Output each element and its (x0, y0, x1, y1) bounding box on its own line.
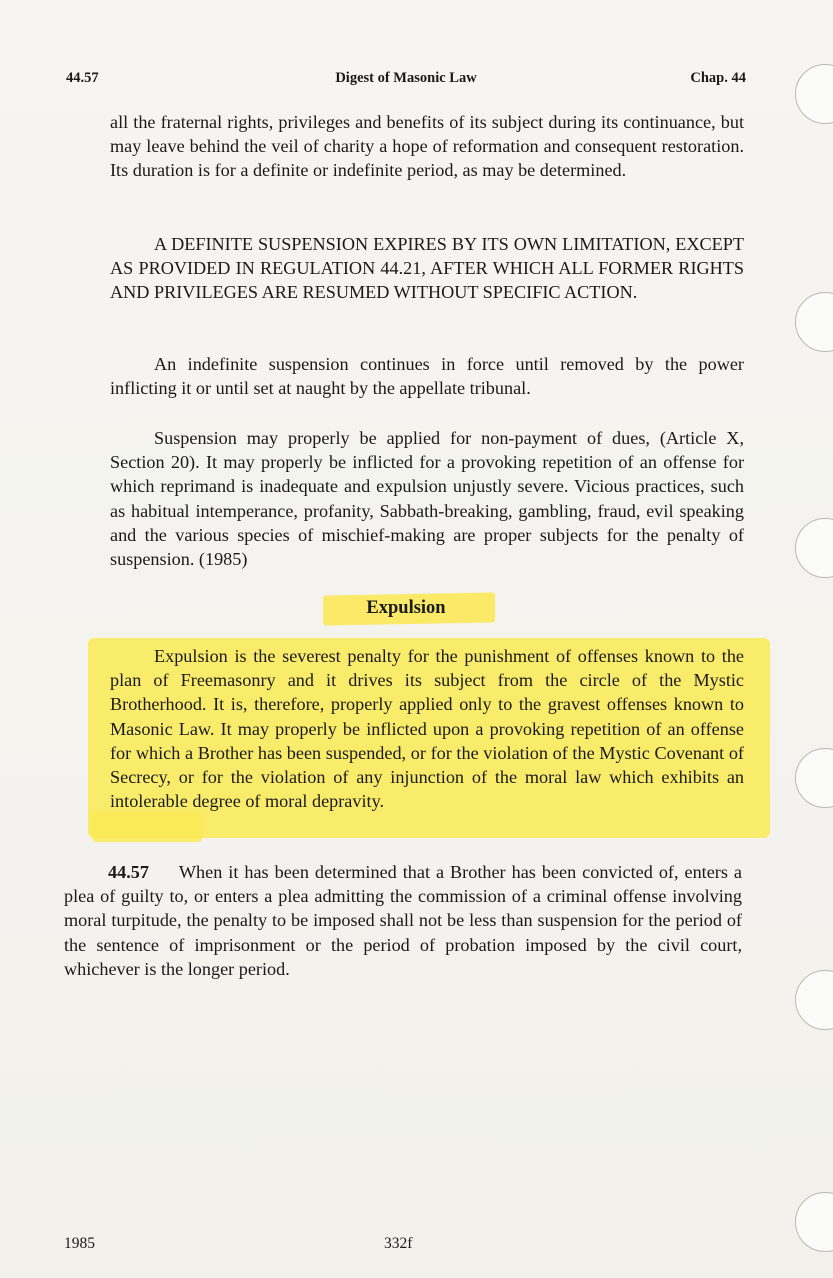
regulation-number: 44.57 (108, 862, 149, 882)
section-heading-expulsion: Expulsion (366, 598, 446, 618)
paragraph-continuation: all the fraternal rights, privileges and benefits of its subject during its continuance, but may leave behind the veil of charity a hope of reformation and consequent restoration. Its duration is for a definite or indefinite period, as may be determined. (110, 112, 744, 181)
header-chapter: Chap. 44 (690, 70, 746, 86)
header-section-number: 44.57 (66, 70, 99, 86)
highlighter-mark (92, 812, 202, 842)
paragraph-definite-suspension: A DEFINITE SUSPENSION EXPIRES BY ITS OWN LIMITATION, EXCEPT AS PROVIDED IN REGULATION 44.21, AFTER WHICH ALL FORMER RIGHTS AND PRIVILEGES ARE RESUMED WITHOUT SPECIFIC ACTION. (110, 234, 744, 303)
paragraph-indefinite-suspension: An indefinite suspension continues in force until removed by the power inflicting it or until set at naught by the appellate tribunal. (110, 354, 744, 399)
footer-year: 1985 (64, 1235, 95, 1252)
header-title: Digest of Masonic Law (335, 70, 477, 86)
binder-hole (795, 748, 833, 808)
regulation-44-57 (64, 860, 742, 981)
binder-hole (795, 1192, 833, 1252)
page-number: 332f (384, 1235, 413, 1252)
binder-hole (795, 970, 833, 1030)
regulation-text: When it has been determined that a Brother has been convicted of, enters a plea of guilty to, or enters a plea admitting the commission of a criminal offense involving moral turpitude, the penalty to be imposed shall not be less than suspension for the period of the sentence of imprisonment or the period of probation imposed by the civil court, whichever is the longer period. (64, 862, 743, 979)
paragraph-expulsion: Expulsion is the severest penalty for the punishment of offenses known to the plan of Freemasonry and it drives its subject from the circle of the Mystic Brotherhood. It is, therefore, properly applied only to the gravest offenses known to Masonic Law. It may properly be inflicted upon a provoking repetition of an offense for which a Brother has been suspended, or for the violation of the Mystic Covenant of Secrecy, or for the violation of any injunction of the moral law which exhibits an intolerable degree of moral depravity. (110, 646, 744, 812)
binder-hole (795, 518, 833, 578)
binder-hole (795, 292, 833, 352)
paragraph-suspension-grounds: Suspension may properly be applied for non-payment of dues, (Article X, Section 20). It may properly be inflicted for a provoking repetition of an offense for which reprimand is inadequate and expulsion unjustly severe. Vicious practices, such as habitual intemperance, profanity, Sabbath-breaking, gambling, fraud, evil speaking and the various species of mischief-making are proper subjects for the penalty of suspension. (1985) (110, 428, 744, 570)
running-header (66, 70, 746, 90)
binder-hole (795, 64, 833, 124)
